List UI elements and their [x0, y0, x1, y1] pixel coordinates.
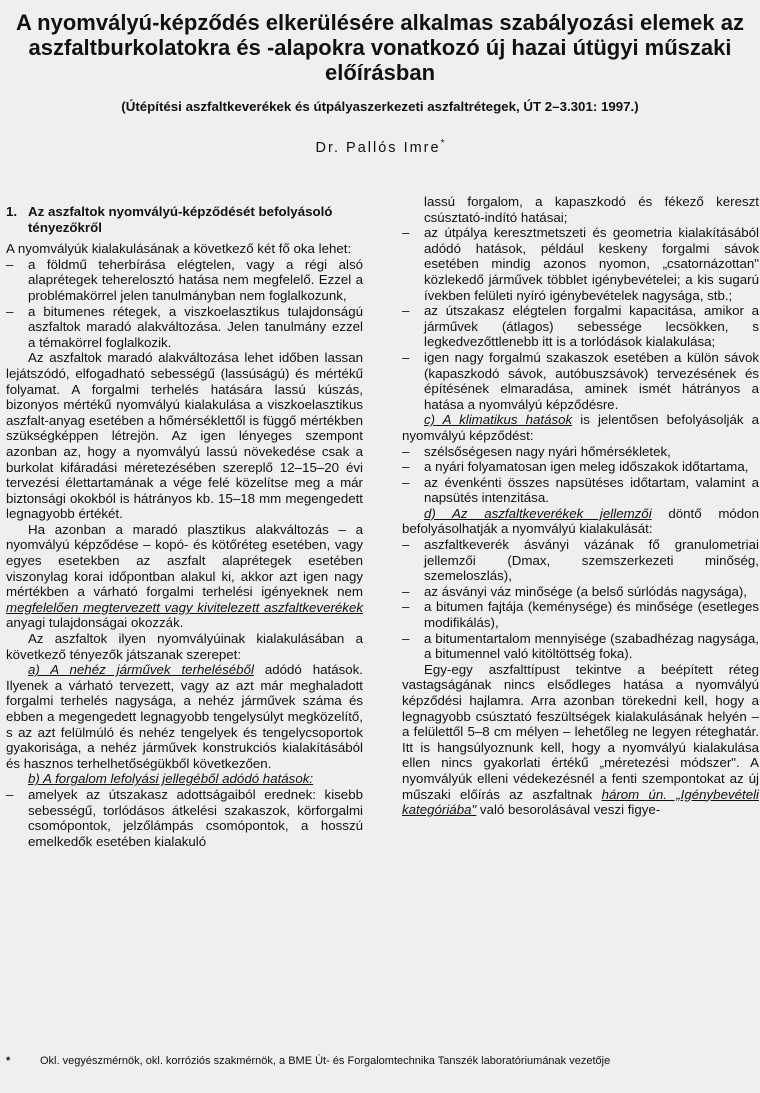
right-column — [402, 194, 759, 818]
paragraph: Az aszfaltok ilyen nyomvályúinak kialakulásában a következő tényezők játszanak szerepet: — [6, 631, 363, 662]
factor-d: d) Az aszfaltkeverékek jellemzői döntő módon befolyásolhatják a nyomvályú kialakulását: — [402, 505, 759, 537]
factor-c-item: – szélsőségesen nagy nyári hőmérsékletek, — [402, 443, 671, 459]
footnote-text: Okl. vegyészmérnök, okl. korróziós szakmérnök, a BME Út- és Forgalomtechnika Tanszék laboratóriumának vezetője — [40, 1055, 611, 1067]
section-title: Az aszfaltok nyomvályú-képződését befolyásoló tényezőkről — [28, 204, 333, 235]
factor-label: d) Az aszfaltkeverékek jellemzői — [424, 505, 652, 521]
factor-b-item: – amelyek az útszakasz adottságaiból erednek: kisebb sebességű, torlódásos átkelési szakaszok, körforgalmi csomópontok, jelzőlámpás csomópontok, a hosszú emelkedők esetében kialakuló — [6, 786, 363, 849]
emphasis: megfelelően megtervezett vagy kivitelezett aszfaltkeverékek — [6, 599, 363, 615]
paragraph: Ha azonban a maradó plasztikus alakváltozás – a nyomvályú képződése – kopó- és kötőréteg esetében, vagy egyes esetekben az aszfalt alaprétegek esetében viszonylag korai időpontban alakul ki, akkor azt igen nagy mértékben a várható forgalmi terhelési igényeknek nem megfelelően megtervezett vagy kivitelezett aszfaltkeverékek anyagi tulajdonságai okozzák. — [6, 521, 363, 631]
factor-d-item: – a bitumen fajtája (keménysége) és minősége (esetleges modifikálás), — [402, 599, 759, 631]
factor-b-label: b) A forgalom lefolyási jellegéből adódó hatások: — [28, 771, 314, 787]
factor-b-item: – az útpálya keresztmetszeti és geometria kialakításából adódó hatások, például keskeny forgalmi sávok esetében mindig azonos nyomon, „csatornázottan" közlekedő járművek többlet igénybevételei; a kis sugarú ívekben felületi nyíró igénybevételek nagysága, stb.; — [402, 225, 759, 303]
factor-label: a) A nehéz járművek terheléséből — [28, 662, 254, 678]
factor-b-item: – igen nagy forgalmú szakaszok esetében a külön sávok (kapaszkodó sávok, autóbuszsávok) tervezésének és építésének elmaradása, aminek ismét hátrányos a hatása a nyomvályú képződésre. — [402, 349, 759, 412]
factor-b-item: – az útszakasz elégtelen forgalmi kapacitása, amikor a járművek (átlagos) sebessége lecsökken, s legkedvezőttlenebb itt is a torlódások kialakulása; — [402, 303, 759, 350]
paragraph: Az aszfaltok maradó alakváltozása lehet időben lassan lejátszódó, elfogadható sebességű (lassúságú) és mértékű folyamat. A forgalmi terhelés hatására lassú kúszás, bizonyos mértékű nyomvályú kialakulása a viszkoelasztikus aszfalt-anyag esetében a hőmérséklettől is függő mértékben szükségképpen létrejön. Az igen lényeges szempont azonban az, hogy a nyomvályú lassú növekedése csak a burkolat kifáradási méretezésében szereplő 12–15–20 évi tervezési élettartamának a vége felé közelítse meg a már biztonsági okokból is hátrányos kb. 15–18 mm megengedett legnagyobb értékét. — [6, 350, 363, 522]
emphasis: három ún. „Igénybevételi kategóriába" — [402, 786, 760, 818]
section-number: 1. — [6, 204, 18, 219]
paragraph: Egy-egy aszfalttípust tekintve a beépített réteg vastagságának nincs elsődleges hatása a nyomvályú képződési hajlamra. Arra azonban törekedni kell, hogy a legnagyobb csúsztató feszültségek kialakulásának helyén – a felülettől 5–8 cm mélyen – lehetőleg ne legyen réteghatár. Itt is hangsúlyoznunk kell, hogy a nyomvályú kialakulása ellen nincs gyakorlati értékű „méretezési módszer". A nyomvályúk elleni védekezésnél a fenti szempontokat az új műszaki előírás az aszfaltnak három ún. „Igénybevételi kategóriába" való besorolásával veszi figye- — [402, 661, 760, 818]
factor-c-item: – a nyári folyamatosan igen meleg időszakok időtartama, — [402, 459, 749, 475]
factor-label: c) A klimatikus hatások — [424, 412, 573, 428]
author-footnote-mark: * — [440, 138, 445, 149]
cause-item: – a bitumenes rétegek, a viszkoelasztikus tulajdonságú aszfaltok maradó alakváltozása. Jelen tanulmány ezzel a témakörrel foglalkozik. — [6, 303, 363, 350]
footnote-mark: * — [6, 1055, 11, 1067]
cause-item: – a földmű teherbírása elégtelen, vagy a régi alsó alaprétegek teherelosztó hatása nem megfelelő. Ezzel a problémakörrel jelen tanulmányban nem foglalkozunk, — [6, 256, 363, 303]
factor-d-item: – a bitumentartalom mennyisége (szabadhézag nagysága, a bitumennel való kitöltöttség foka). — [402, 630, 759, 662]
factor-c: c) A klimatikus hatások is jelentősen befolyásolják a nyomvályú képződést: — [402, 412, 759, 443]
factor-a: a) A nehéz járművek terheléséből adódó hatások. Ilyenek a várható tervezett, vagy az azt már meghaladott forgalmi terhelés nagysága, a nehéz járművek száma és ebben a megengedett legnagyobb tengelysúlyt megközelítő, s az azt felülmúló és nehéz tengelyek és tengelycsoportok gyakorisága, a nehéz járművek konstrukciós kialakításából és hasznos terhelhetőségükből következően. — [6, 662, 363, 771]
article-title: A nyomvályú-képződés elkerülésére alkalmas szabályozási elemek az aszfaltburkolatokra és -alapokra vonatkozó új hazai útügyi műszaki előírásban — [15, 10, 745, 85]
article-subtitle: (Útépítési aszfaltkeverékek és útpályaszerkezeti aszfaltrétegek, ÚT 2–3.301: 1997.) — [121, 99, 639, 114]
footnote — [6, 1055, 751, 1067]
section-heading — [6, 204, 363, 235]
factor-d-item: – az ásványi váz minősége (a belső súrlódás nagysága), — [402, 583, 747, 599]
factor-d-item: – aszfaltkeverék ásványi vázának fő granulometriai jellemzői (Dmax, szemszerkezeti minőség, szemeloszlás), — [402, 537, 759, 584]
factor-c-item: – az évenkénti összes napsütéses időtartam, valamint a napsütés intenzitása. — [402, 474, 759, 506]
left-column — [6, 194, 363, 849]
causes-intro: A nyomvályúk kialakulásának a következő két fő oka lehet: — [6, 241, 352, 257]
author-line — [10, 138, 750, 156]
factor-b-item-continued: lassú forgalom, a kapaszkodó és fékező kereszt csúsztató-indító hatásai; — [424, 194, 759, 225]
author-name: Dr. Pallós Imre — [315, 139, 441, 156]
